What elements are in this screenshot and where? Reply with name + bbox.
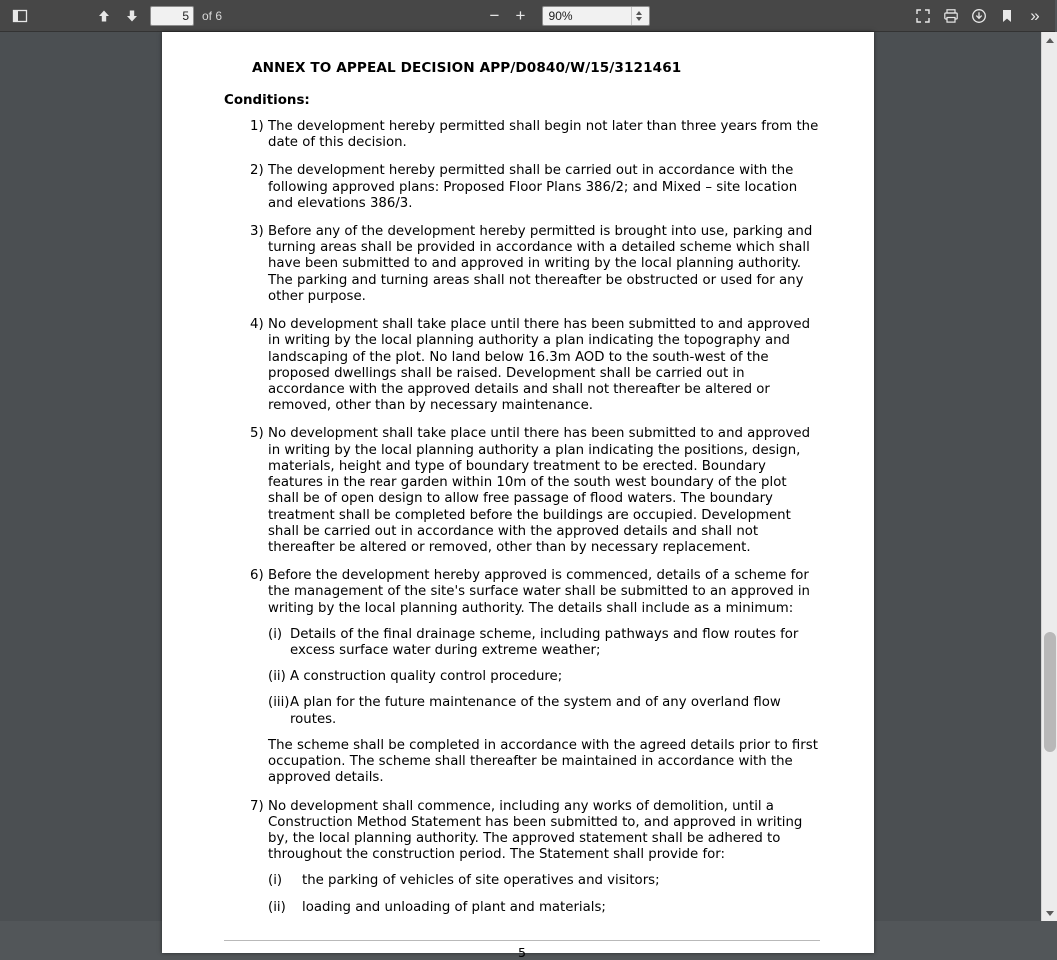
- chevron-up-icon: [1046, 38, 1054, 43]
- subitem-text: the parking of vehicles of site operatives and visitors;: [302, 873, 660, 889]
- presentation-mode-button[interactable]: [909, 2, 937, 30]
- condition-item: [224, 568, 820, 786]
- condition-body: [268, 568, 820, 786]
- condition-body: [268, 426, 820, 556]
- condition-body: [268, 119, 820, 151]
- condition-number: 4): [250, 317, 264, 333]
- pdf-page-content: [162, 32, 874, 960]
- condition-subitem: [268, 627, 820, 659]
- condition-number: 1): [250, 118, 264, 134]
- condition-subitem: [268, 873, 820, 889]
- condition-subitem-list: [268, 873, 820, 915]
- condition-subitem-list: [268, 627, 820, 728]
- subitem-text: A plan for the future maintenance of the system and of any overland flow routes.: [290, 695, 781, 727]
- zoom-select[interactable]: [542, 6, 650, 26]
- condition-number: 2): [250, 163, 264, 179]
- subitem-text: Details of the final drainage scheme, including pathways and flow routes for excess surface water during extreme weather;: [290, 626, 799, 659]
- condition-number: 7): [250, 798, 264, 814]
- sidebar-toggle-icon: [12, 8, 28, 24]
- fullscreen-icon: [915, 8, 931, 24]
- print-button[interactable]: [937, 2, 965, 30]
- zoom-out-button[interactable]: −: [489, 6, 500, 25]
- chevron-down-icon: [1046, 911, 1054, 916]
- more-tools-button[interactable]: [1021, 2, 1049, 30]
- condition-text: Before the development hereby approved is commenced, details of a scheme for the management of the site's surface water shall be submitted to an approved in writing by the local planning authority. The details shall include as a minimum:: [268, 568, 810, 616]
- zoom-level-value: 90%: [548, 8, 573, 23]
- condition-text: No development shall commence, including any works of demolition, until a Construction Method Statement has been submitted to, and approved in writing by, the local planning authority. The approved statement shall be adhered to throughout the construction period. The Statement shall provide for:: [268, 798, 803, 863]
- condition-item: [224, 224, 820, 305]
- condition-number: 3): [250, 224, 264, 240]
- subitem-number: (iii): [268, 695, 290, 711]
- page-title: ANNEX TO APPEAL DECISION APP/D0840/W/15/3121461: [252, 60, 682, 76]
- scroll-down-button[interactable]: [1042, 905, 1057, 921]
- bookmark-icon: [999, 8, 1015, 24]
- subitem-text: A construction quality control procedure;: [290, 669, 563, 685]
- sidebar-toggle-button[interactable]: [6, 2, 34, 30]
- next-page-button[interactable]: [118, 2, 146, 30]
- condition-subitem: [268, 900, 820, 916]
- subitem-text: loading and unloading of plant and materials;: [302, 899, 606, 915]
- arrow-up-icon: [96, 8, 112, 24]
- pdf-page: [162, 32, 874, 960]
- bookmark-button[interactable]: [993, 2, 1021, 30]
- condition-number: 5): [250, 426, 264, 442]
- condition-text: The development hereby permitted shall be carried out in accordance with the following approved plans: Proposed Floor Plans 386/2; and Mixed – site location and elevations 386/3.: [268, 163, 798, 211]
- printer-icon: [943, 8, 959, 24]
- page-number-input[interactable]: [150, 6, 194, 26]
- condition-item: [224, 163, 820, 212]
- previous-page-button[interactable]: [90, 2, 118, 30]
- vertical-scrollbar[interactable]: [1041, 32, 1057, 921]
- condition-body: [268, 317, 820, 414]
- conditions-list: [224, 119, 820, 926]
- download-icon: [971, 8, 987, 24]
- subitem-number: (i): [268, 873, 283, 889]
- condition-item: [224, 426, 820, 556]
- condition-subitem: [268, 669, 820, 685]
- scroll-up-button[interactable]: [1042, 32, 1057, 48]
- condition-body: [268, 224, 820, 305]
- pdf-viewer-area[interactable]: [0, 32, 1055, 960]
- zoom-in-button[interactable]: +: [515, 6, 526, 25]
- condition-text: No development shall take place until there has been submitted to and approved in writing by the local planning authority a plan indicating the topography and landscaping of the plot. No land below 16.3m AOD to the south-west of the proposed dwellings shall be raised. Development shall be carried out in accordance with the approved details and shall not thereafter be altered or removed, other than by necessary maintenance.: [268, 317, 811, 414]
- pdf-toolbar: [0, 0, 1055, 32]
- condition-item: [224, 799, 820, 926]
- condition-body: [268, 163, 820, 212]
- download-button[interactable]: [965, 2, 993, 30]
- condition-item: [224, 119, 820, 151]
- subitem-number: (ii): [268, 899, 286, 915]
- condition-item: [224, 317, 820, 414]
- condition-text: No development shall take place until there has been submitted to and approved in writing by the local planning authority a plan indicating the positions, design, materials, height and type of boundary treatment to be erected. Boundary features in the rear garden within 10m of the south west boundary of the plot shall be of open design to allow free passage of flood waters. The boundary treatment shall be completed before the buildings are occupied. Development shall be carried out in accordance with the approved details and shall not thereafter be altered or removed, other than by necessary replacement.: [268, 426, 811, 555]
- zoom-spinner-icon[interactable]: [631, 7, 647, 25]
- page-count-label: of 6: [202, 8, 223, 23]
- footer-divider: [224, 940, 820, 941]
- subitem-number: (ii): [268, 669, 286, 685]
- arrow-down-icon: [124, 8, 140, 24]
- double-chevron-right-icon: »: [1030, 5, 1040, 25]
- zoom-controls: [482, 3, 650, 29]
- conditions-heading: Conditions:: [224, 92, 310, 108]
- page-folio-number: 5: [517, 944, 526, 960]
- condition-body: [268, 799, 820, 926]
- condition-closing-text: The scheme shall be completed in accordance with the agreed details prior to first occupation. The scheme shall thereafter be maintained in accordance with the approved details.: [268, 737, 818, 786]
- scrollbar-thumb[interactable]: [1044, 632, 1056, 752]
- subitem-number: (i): [268, 626, 283, 642]
- condition-text: Before any of the development hereby permitted is brought into use, parking and turning areas shall be provided in accordance with a detailed scheme which shall have been submitted to and approved in writing by the local planning authority. The parking and turning areas shall not thereafter be obstructed or used for any other purpose.: [268, 224, 813, 304]
- condition-text: The development hereby permitted shall begin not later than three years from the date of this decision.: [268, 118, 819, 151]
- condition-number: 6): [250, 568, 264, 584]
- condition-subitem: [268, 695, 820, 727]
